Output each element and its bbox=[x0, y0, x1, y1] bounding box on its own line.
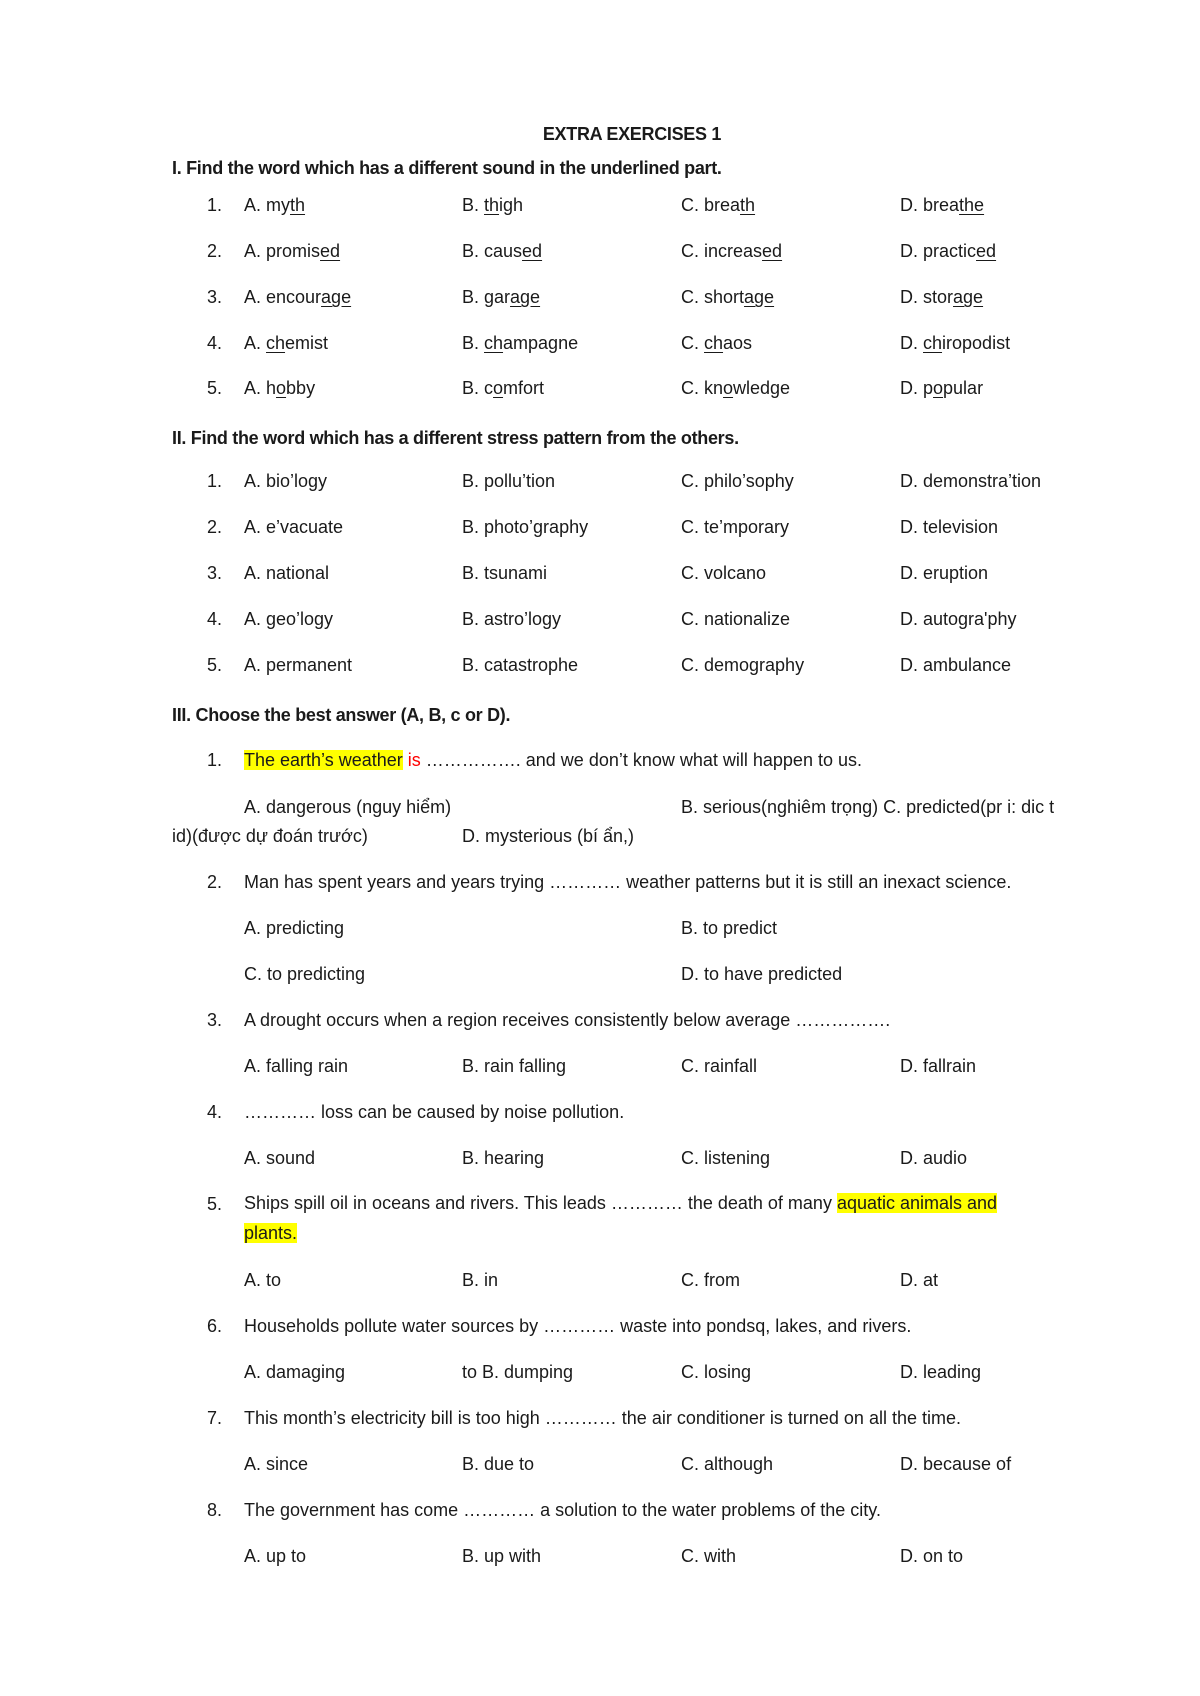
q7-option-d: D. because of bbox=[900, 1454, 1012, 1474]
q6-option-b: to B. dumping bbox=[462, 1362, 574, 1382]
underlined-part: o bbox=[723, 378, 734, 398]
question-4-text: ………… loss can be caused by noise pollution. bbox=[244, 1102, 625, 1122]
q7-option-b: B. due to bbox=[462, 1454, 535, 1474]
q8-option-d: D. on to bbox=[900, 1546, 964, 1566]
underlined-part: ch bbox=[704, 333, 724, 353]
item-number: 5. bbox=[207, 655, 223, 675]
q1-option-b-c: B. serious(nghiêm trọng) C. predicted(pr i: dic t bbox=[681, 797, 1055, 817]
option-a bbox=[244, 195, 305, 216]
item-number: 2. bbox=[207, 517, 223, 537]
option-b bbox=[462, 333, 578, 354]
q3-option-a: A. falling rain bbox=[244, 1056, 349, 1076]
option-c: C. te’mporary bbox=[681, 517, 790, 537]
option-d bbox=[900, 195, 984, 216]
underlined-part: o bbox=[933, 378, 944, 398]
option-c: C. nationalize bbox=[681, 609, 791, 629]
option-text: D. stor bbox=[900, 287, 954, 307]
q2-option-a: A. predicting bbox=[244, 918, 345, 938]
option-b bbox=[462, 241, 542, 262]
question-text: Ships spill oil in oceans and rivers. This leads ………… the death of many bbox=[244, 1193, 837, 1213]
option-text: B. bbox=[462, 195, 485, 215]
option-d bbox=[900, 287, 983, 308]
question-number: 2. bbox=[207, 872, 223, 892]
question-number: 4. bbox=[207, 1102, 223, 1122]
q6-option-a: A. damaging bbox=[244, 1362, 346, 1382]
option-text: A. encour bbox=[244, 287, 322, 307]
q4-option-a: A. sound bbox=[244, 1148, 316, 1168]
q3-option-c: C. rainfall bbox=[681, 1056, 758, 1076]
q3-option-d: D. fallrain bbox=[900, 1056, 977, 1076]
option-text: B. bbox=[462, 333, 485, 353]
option-text: emist bbox=[285, 333, 329, 353]
q8-option-b: B. up with bbox=[462, 1546, 542, 1566]
option-a bbox=[244, 241, 340, 262]
item-number: 5. bbox=[207, 378, 223, 398]
option-d: D. demonstra’tion bbox=[900, 471, 1042, 491]
option-d bbox=[900, 241, 996, 262]
option-text: C. short bbox=[681, 287, 745, 307]
option-text: bby bbox=[286, 378, 316, 398]
option-b bbox=[462, 195, 523, 216]
option-b bbox=[462, 378, 544, 399]
q5-option-b: B. in bbox=[462, 1270, 499, 1290]
option-d: D. autogra'phy bbox=[900, 609, 1017, 629]
q6-option-c: C. losing bbox=[681, 1362, 752, 1382]
option-b: B. photo’graphy bbox=[462, 517, 589, 537]
option-c bbox=[681, 333, 752, 354]
option-b: B. tsunami bbox=[462, 563, 548, 583]
q8-option-c: C. with bbox=[681, 1546, 737, 1566]
option-text: B. gar bbox=[462, 287, 511, 307]
option-a bbox=[244, 378, 315, 399]
item-number: 1. bbox=[207, 471, 223, 491]
q3-option-b: B. rain falling bbox=[462, 1056, 567, 1076]
underlined-part: th bbox=[740, 195, 756, 215]
question-number: 6. bbox=[207, 1316, 223, 1336]
item-number: 2. bbox=[207, 241, 223, 261]
underlined-part: ch bbox=[923, 333, 943, 353]
question-3-text: A drought occurs when a region receives consistently below average ……………. bbox=[244, 1010, 891, 1030]
q7-option-c: C. although bbox=[681, 1454, 774, 1474]
underlined-part: ed bbox=[976, 241, 997, 261]
question-8-text: The government has come ………… a solution to the water problems of the city. bbox=[244, 1500, 881, 1520]
question-number: 1. bbox=[207, 750, 223, 770]
option-b bbox=[462, 287, 540, 308]
q5-option-a: A. to bbox=[244, 1270, 282, 1290]
q5-option-d: D. at bbox=[900, 1270, 939, 1290]
option-c bbox=[681, 195, 755, 216]
question-number: 3. bbox=[207, 1010, 223, 1030]
option-c bbox=[681, 287, 774, 308]
option-c bbox=[681, 241, 782, 262]
q2-option-c: C. to predicting bbox=[244, 964, 366, 984]
underlined-part: th bbox=[484, 195, 500, 215]
option-text: C. bbox=[681, 333, 705, 353]
option-d bbox=[900, 333, 1010, 354]
option-c: C. volcano bbox=[681, 563, 767, 583]
item-number: 4. bbox=[207, 333, 223, 353]
option-a: A. e’vacuate bbox=[244, 517, 344, 537]
underlined-part: the bbox=[959, 195, 985, 215]
option-d: D. ambulance bbox=[900, 655, 1012, 675]
option-text: iropodist bbox=[942, 333, 1011, 353]
question-7-text: This month’s electricity bill is too high ………… the air conditioner is turned on all the time. bbox=[244, 1408, 961, 1428]
option-a bbox=[244, 333, 328, 354]
document-title: EXTRA EXERCISES 1 bbox=[542, 124, 722, 144]
option-text: A. my bbox=[244, 195, 291, 215]
question-6-text: Households pollute water sources by ………… waste into pondsq, lakes, and rivers. bbox=[244, 1316, 912, 1336]
option-a: A. bio’logy bbox=[244, 471, 328, 491]
option-b: B. catastrophe bbox=[462, 655, 579, 675]
question-number: 7. bbox=[207, 1408, 223, 1428]
option-text: C. brea bbox=[681, 195, 741, 215]
question-text-rest: ……………. and we don’t know what will happen to us. bbox=[420, 750, 862, 770]
option-c: C. philo’sophy bbox=[681, 471, 794, 491]
option-a bbox=[244, 287, 351, 308]
question-number: 5. bbox=[207, 1194, 223, 1214]
option-text: igh bbox=[499, 195, 524, 215]
q8-option-a: A. up to bbox=[244, 1546, 307, 1566]
q7-option-a: A. since bbox=[244, 1454, 309, 1474]
option-b: B. pollu’tion bbox=[462, 471, 556, 491]
question-number: 8. bbox=[207, 1500, 223, 1520]
option-text: D. practic bbox=[900, 241, 977, 261]
option-c bbox=[681, 378, 790, 399]
red-word: is bbox=[402, 750, 421, 770]
option-c: C. demography bbox=[681, 655, 805, 675]
highlighted-phrase: The earth’s weather bbox=[244, 750, 403, 770]
item-number: 3. bbox=[207, 287, 223, 307]
option-text: D. brea bbox=[900, 195, 960, 215]
item-number: 4. bbox=[207, 609, 223, 629]
option-d bbox=[900, 378, 983, 399]
q6-option-d: D. leading bbox=[900, 1362, 982, 1382]
q1-option-c-cont: id)(được dự đoán trước) bbox=[172, 826, 368, 846]
option-text: A. promis bbox=[244, 241, 321, 261]
highlighted-phrase: plants. bbox=[244, 1223, 298, 1243]
option-text: A. h bbox=[244, 378, 277, 398]
underlined-part: age bbox=[510, 287, 541, 307]
option-text: aos bbox=[723, 333, 753, 353]
option-text: mfort bbox=[503, 378, 545, 398]
item-number: 1. bbox=[207, 195, 223, 215]
underlined-part: th bbox=[290, 195, 306, 215]
question-5-text bbox=[244, 1188, 1074, 1248]
underlined-part: ed bbox=[320, 241, 341, 261]
section-1-heading: I. Find the word which has a different sound in the underlined part. bbox=[172, 158, 722, 178]
option-d: D. television bbox=[900, 517, 999, 537]
option-a: A. national bbox=[244, 563, 330, 583]
option-b: B. astro’logy bbox=[462, 609, 562, 629]
option-text: D. bbox=[900, 333, 924, 353]
q4-option-b: B. hearing bbox=[462, 1148, 545, 1168]
underlined-part: ch bbox=[484, 333, 504, 353]
option-a: A. permanent bbox=[244, 655, 353, 675]
q4-option-c: C. listening bbox=[681, 1148, 771, 1168]
underlined-part: age bbox=[744, 287, 775, 307]
option-text: wledge bbox=[733, 378, 791, 398]
underlined-part: o bbox=[276, 378, 287, 398]
underlined-part: o bbox=[493, 378, 504, 398]
q5-option-c: C. from bbox=[681, 1270, 741, 1290]
q4-option-d: D. audio bbox=[900, 1148, 968, 1168]
underlined-part: ed bbox=[762, 241, 783, 261]
q1-option-d: D. mysterious (bí ẩn,) bbox=[462, 826, 635, 846]
option-d: D. eruption bbox=[900, 563, 989, 583]
q1-option-a: A. dangerous (nguy hiểm) bbox=[244, 797, 452, 817]
question-1-text bbox=[244, 750, 862, 771]
highlighted-phrase: aquatic animals and bbox=[836, 1193, 998, 1213]
option-text: A. bbox=[244, 333, 267, 353]
question-2-text: Man has spent years and years trying ………… weather patterns but it is still an inexact science. bbox=[244, 872, 1012, 892]
item-number: 3. bbox=[207, 563, 223, 583]
underlined-part: ch bbox=[266, 333, 286, 353]
section-2-heading: II. Find the word which has a different stress pattern from the others. bbox=[172, 428, 739, 448]
q2-option-b: B. to predict bbox=[681, 918, 778, 938]
option-text: D. p bbox=[900, 378, 934, 398]
underlined-part: age bbox=[953, 287, 984, 307]
option-text: ampagne bbox=[503, 333, 579, 353]
option-text: C. kn bbox=[681, 378, 724, 398]
underlined-part: ed bbox=[522, 241, 543, 261]
section-3-heading: III. Choose the best answer (A, B, c or D). bbox=[172, 705, 511, 725]
option-a: A. geo’logy bbox=[244, 609, 334, 629]
underlined-part: age bbox=[321, 287, 352, 307]
q2-option-d: D. to have predicted bbox=[681, 964, 843, 984]
option-text: B. caus bbox=[462, 241, 523, 261]
option-text: C. increas bbox=[681, 241, 763, 261]
option-text: pular bbox=[943, 378, 984, 398]
option-text: B. c bbox=[462, 378, 494, 398]
